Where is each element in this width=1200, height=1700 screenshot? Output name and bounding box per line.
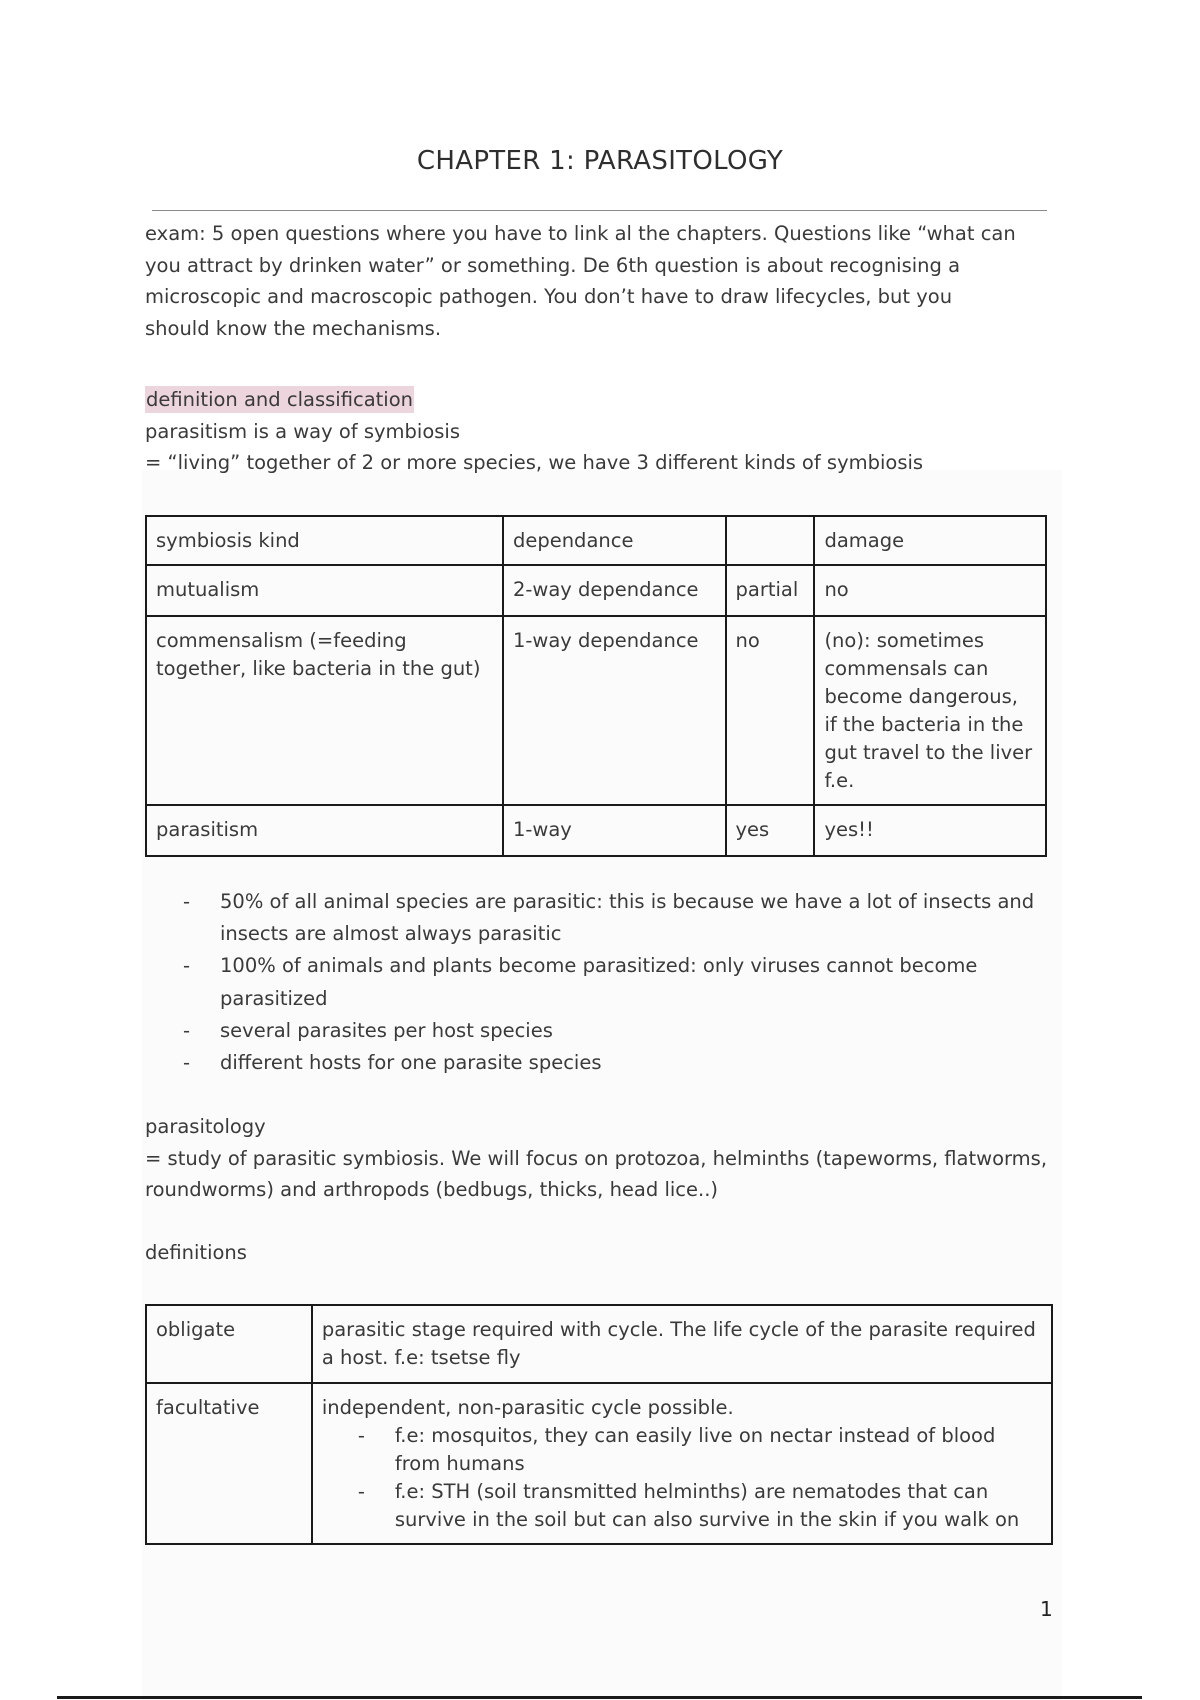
list-item: - 50% of all animal species are parasitic: this is because we have a lot of insects and insects are almost always parasitic [145,886,1045,950]
definition-term: obligate [146,1305,312,1383]
page-number: 1 [1040,1597,1053,1621]
table-row [146,1383,1052,1544]
list-item: - several parasites per host species [145,1015,1045,1047]
exam-intro-paragraph [145,218,1055,344]
list-item: - f.e: mosquitos, they can easily live on nectar instead of blood from humans [357,1424,996,1475]
page-title: CHAPTER 1: PARASITOLOGY [416,146,784,176]
table-cell: yes [726,805,815,856]
table-row [146,1305,1052,1383]
section-heading: definitions [145,1241,247,1264]
section-heading: parasitology [145,1115,266,1138]
table-cell: no [726,616,815,805]
facts-list [145,886,1045,1079]
page-bottom-border [57,1696,1142,1699]
section-text: = study of parasitic symbiosis. We will focus on protozoa, helminths (tapeworms, flatworms, roundworms) and arthropods (bedbugs, thicks, head lice..) [145,1146,1048,1202]
table-cell: commensalism (=feeding together, like bacteria in the gut) [146,616,503,805]
table-row [146,805,1046,856]
dash-bullet-icon: - [183,890,191,913]
table-cell: 1-way dependance [503,616,726,805]
definition-text: independent, non-parasitic cycle possible. [321,1396,734,1419]
table-header-cell [726,516,815,565]
symbiosis-table [145,515,1047,857]
table-cell: 1-way [503,805,726,856]
table-cell: no [814,565,1046,616]
table-cell: 2-way dependance [503,565,726,616]
table-cell: mutualism [146,565,503,616]
table-cell: parasitism [146,805,503,856]
definition-term: facultative [146,1383,312,1544]
dash-bullet-icon: - [183,954,191,978]
table-cell: yes!! [814,805,1046,856]
section-text: parasitism is a way of symbiosis [145,419,460,443]
list-item: - f.e: STH (soil transmitted helminths) are nematodes that can survive in the soil but can also survive in the skin if you walk on [357,1480,1020,1531]
definition-cell [312,1383,1052,1544]
list-item: - 100% of animals and plants become parasitized: only viruses cannot become parasitized [145,950,1045,1014]
table-header-cell: damage [814,516,1046,565]
intro-line: should know the mechanisms. [145,316,442,340]
intro-line: you attract by drinken water” or something. De 6th question is about recognising a [145,253,961,277]
dash-bullet-icon: - [183,1051,191,1075]
table-header-cell: dependance [503,516,726,565]
title-divider [152,210,1047,211]
intro-line: microscopic and macroscopic pathogen. You don’t have to draw lifecycles, but you [145,285,953,309]
section-definitions [145,1237,1055,1269]
table-header-cell: symbiosis kind [146,516,503,565]
definition-text: parasitic stage required with cycle. The life cycle of the parasite required a host. f.e: tsetse fly [312,1305,1052,1383]
dash-bullet-icon: - [357,1480,365,1503]
section-heading-highlighted: definition and classification [146,388,414,411]
section-text: = “living” together of 2 or more species, we have 3 different kinds of symbiosis [145,451,924,475]
section-parasitology [145,1111,1055,1206]
examples-list [322,1422,1042,1534]
table-cell: partial [726,565,815,616]
table-header-row [146,516,1046,565]
table-row [146,565,1046,616]
table-cell: (no): sometimes commensals can become dangerous, if the bacteria in the gut travel to the liver f.e. [814,616,1046,805]
dash-bullet-icon: - [357,1424,365,1447]
intro-line: exam: 5 open questions where you have to link al the chapters. Questions like “what can [145,222,1016,245]
definitions-table [145,1304,1053,1545]
dash-bullet-icon: - [183,1018,191,1042]
table-row [146,616,1046,805]
section-definition-classification [145,384,1055,479]
list-item: - different hosts for one parasite species [145,1047,1045,1079]
